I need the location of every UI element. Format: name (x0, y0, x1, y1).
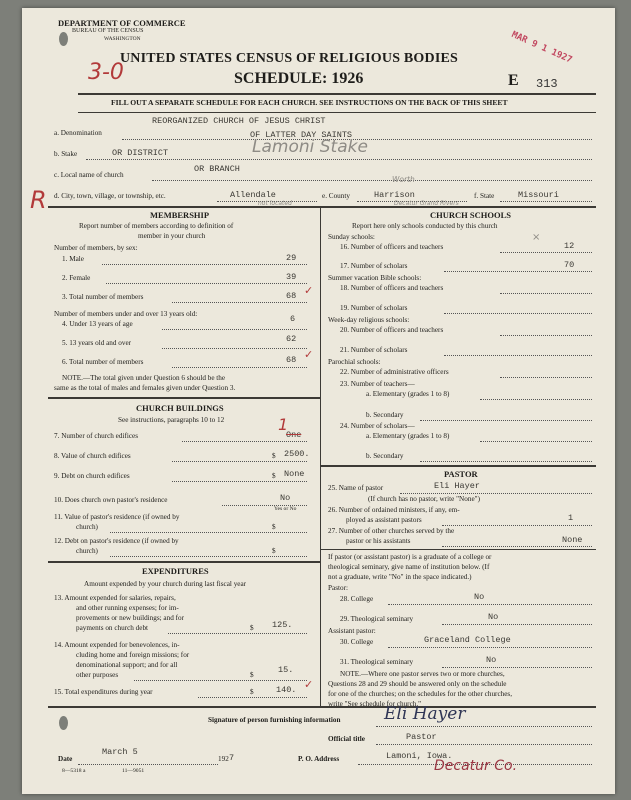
rule (78, 112, 596, 113)
denomination-value-2: OF LATTER DAY SAINTS (250, 130, 353, 140)
date-label: Date (58, 755, 73, 763)
q30-value: Graceland College (424, 635, 511, 645)
punch-hole (59, 32, 68, 46)
form-title: UNITED STATES CENSUS OF RELIGIOUS BODIES (120, 51, 459, 66)
q18-label: 18. Number of officers and teachers (340, 284, 444, 292)
q14-label-2: cluding home and foreign missions; for (76, 651, 190, 659)
dollar-sign: $ (272, 472, 276, 480)
rule (320, 549, 596, 550)
q2-value: 39 (286, 272, 297, 282)
county-note-2: Decatur Grand Rivers (394, 200, 459, 207)
fill-line (480, 441, 592, 442)
q1-label: 1. Male (62, 255, 84, 263)
date-value: March 5 (102, 747, 138, 757)
q20-label: 20. Number of officers and teachers (340, 326, 444, 334)
q12-label: 12. Debt on pastor's residence (if owned by (54, 537, 179, 545)
q14-label-4: other purposes (76, 671, 119, 679)
punch-hole (59, 716, 68, 730)
fill-line (172, 461, 307, 462)
pastor-note-2: Questions 28 and 29 should be answered only on the schedule (328, 680, 507, 688)
pastor-note: NOTE.—Where one pastor serves two or more churches, (340, 670, 505, 678)
pencil-tick: × (532, 232, 541, 243)
q7-label: 7. Number of church edifices (54, 432, 139, 440)
q9-label: 9. Debt on church edifices (54, 472, 130, 480)
dollar-sign: $ (250, 688, 254, 696)
rule (48, 561, 320, 563)
q4-label: 4. Under 13 years of age (62, 320, 133, 328)
fill-line (442, 667, 592, 668)
fill-line (500, 377, 592, 378)
census-schedule-sheet (22, 8, 615, 794)
official-title-label: Official title (328, 735, 365, 743)
church-name-label: c. Local name of church (54, 171, 124, 179)
column-divider (320, 206, 321, 706)
form-number: 8—5318 a (62, 768, 86, 774)
fill-line (500, 201, 592, 202)
q15-label: 15. Total expenditures during year (54, 688, 153, 696)
fill-line (480, 399, 592, 400)
church-name-value: OR BRANCH (194, 164, 240, 174)
q17-label: 17. Number of scholars (340, 262, 408, 270)
county-pencil-note: Decatur Co. (434, 758, 518, 774)
q21-label: 21. Number of scholars (340, 346, 408, 354)
signature-label: Signature of person furnishing information (208, 716, 341, 724)
q28-label: 28. College (340, 595, 374, 603)
q29-label: 29. Theological seminary (340, 615, 414, 623)
fill-line (198, 697, 307, 698)
state-label: f. State (474, 192, 495, 200)
q17-value: 70 (564, 260, 575, 270)
q15-value: 140. (276, 685, 297, 695)
buildings-intro: See instructions, paragraphs 10 to 12 (118, 416, 225, 424)
schedule-number: 313 (536, 77, 558, 91)
fill-line (500, 293, 592, 294)
q24b-label: b. Secondary (366, 452, 404, 460)
q29-value: No (488, 612, 499, 622)
q8-label: 8. Value of church edifices (54, 452, 131, 460)
q13-label: 13. Amount expended for salaries, repairs, (54, 594, 176, 602)
county-label: e. County (322, 192, 350, 200)
fill-line (168, 633, 307, 634)
q10-value: No (280, 493, 291, 503)
fill-line (388, 647, 592, 648)
fill-line (162, 348, 307, 349)
membership-note-2: same as the total of males and females given under Question 3. (54, 384, 236, 392)
q23-label: 23. Number of teachers— (340, 380, 415, 388)
summer-heading: Summer vacation Bible schools: (328, 274, 422, 282)
fill-line (172, 302, 307, 303)
pastor-name-value: Eli Hayer (434, 481, 480, 491)
form-number-2: 11—9051 (122, 768, 145, 774)
q26-value: 1 (568, 513, 574, 523)
q24a-label: a. Elementary (grades 1 to 8) (366, 432, 450, 440)
q27-label-2: pastor or his assistants (346, 537, 411, 545)
q10-label: 10. Does church own pastor's residence (54, 496, 168, 504)
q2-label: 2. Female (62, 274, 91, 282)
q1-value: 29 (286, 253, 297, 263)
rule (48, 206, 596, 208)
q16-value: 12 (564, 241, 575, 251)
fill-line (86, 159, 592, 160)
fill-line (172, 481, 307, 482)
q3-value: 68 (286, 291, 297, 301)
year-digit: 7 (229, 753, 235, 763)
fill-line (388, 604, 592, 605)
q27-value: None (562, 535, 583, 545)
q28-value: No (474, 592, 485, 602)
county-note: Worth (392, 175, 415, 184)
stake-label: b. Stake (54, 150, 78, 158)
city-note: not located (258, 200, 292, 207)
q7-value: One (286, 430, 302, 440)
rule (48, 706, 596, 708)
q9-value: None (284, 469, 305, 479)
fill-line (500, 335, 592, 336)
q13-label-2: and other running expenses; for im- (76, 604, 179, 612)
schools-title: CHURCH SCHOOLS (430, 210, 511, 220)
yes-or-no-hint: Yes or No (274, 506, 297, 512)
membership-title: MEMBERSHIP (150, 210, 210, 220)
fill-line (376, 726, 592, 727)
po-address-value: Lamoni, Iowa. (386, 751, 453, 761)
q19-label: 19. Number of scholars (340, 304, 408, 312)
q25-label: 25. Name of pastor (328, 484, 384, 492)
schedule-letter: E (508, 72, 519, 89)
q23a-label: a. Elementary (grades 1 to 8) (366, 390, 450, 398)
fill-line (110, 556, 307, 557)
bureau-heading: BUREAU OF THE CENSUS (72, 28, 144, 34)
dollar-sign: $ (272, 523, 276, 531)
parochial-heading: Parochial schools: (328, 358, 381, 366)
fill-line (420, 461, 592, 462)
dollar-sign: $ (272, 547, 276, 555)
county-value: Harrison (374, 190, 415, 200)
q26-label: 26. Number of ordained ministers, if any, em- (328, 506, 460, 514)
year-prefix: 192 (218, 755, 229, 763)
signature-value: Eli Hayer (384, 704, 466, 724)
q14-label-3: denominational support; and for all (76, 661, 178, 669)
denomination-value: REORGANIZED CHURCH OF JESUS CHRIST (152, 116, 326, 126)
expenditures-intro: Amount expended by your church during last fiscal year (84, 580, 247, 588)
membership-note: NOTE.—The total given under Question 6 should be the (62, 374, 226, 382)
stake-value: OR DISTRICT (112, 148, 169, 158)
fill-line (444, 313, 592, 314)
checkmark: ✓ (304, 348, 314, 361)
weekday-heading: Week-day religious schools: (328, 316, 410, 324)
pastor-subheading: Pastor: (328, 584, 348, 592)
q5-label: 5. 13 years old and over (62, 339, 132, 347)
q13-label-3: provements or new buildings; and for (76, 614, 184, 622)
graduate-instruction-3: not a graduate, write "No" in the space indicated.) (328, 573, 472, 581)
official-title-value: Pastor (406, 732, 437, 742)
q6-value: 68 (286, 355, 297, 365)
pastor-title: PASTOR (444, 469, 478, 479)
q3-label: 3. Total number of members (62, 293, 144, 301)
rule (48, 397, 320, 399)
q14-value: 15. (278, 665, 294, 675)
department-heading: DEPARTMENT OF COMMERCE (58, 18, 186, 28)
po-address-label: P. O. Address (298, 755, 340, 763)
fill-line (376, 744, 592, 745)
q30-label: 30. College (340, 638, 374, 646)
q13-label-4: payments on church debt (76, 624, 149, 632)
fill-line (420, 420, 592, 421)
margin-r-mark: R (30, 186, 47, 214)
pastor-note-4: write "See schedule for church." (328, 700, 422, 708)
q22-label: 22. Number of administrative officers (340, 368, 449, 376)
q7-handwritten: 1 (278, 415, 289, 434)
q27-label: 27. Number of other churches served by the (328, 527, 455, 535)
rule (320, 465, 596, 467)
q14-label: 14. Amount expended for benevolences, in- (54, 641, 180, 649)
fill-line (400, 493, 592, 494)
expenditures-title: EXPENDITURES (142, 566, 209, 576)
state-value: Missouri (518, 190, 559, 200)
q12-label-2: church) (76, 547, 98, 555)
q5-value: 62 (286, 334, 297, 344)
graduate-instruction: If pastor (or assistant pastor) is a graduate of a college or (328, 553, 492, 561)
fill-line (444, 355, 592, 356)
fill-line (442, 546, 592, 547)
fill-line (182, 441, 307, 442)
q11-label: 11. Value of pastor's residence (if owned by (54, 513, 180, 521)
city-label: d. City, town, village, or township, etc. (54, 192, 166, 200)
q13-value: 125. (272, 620, 293, 630)
fill-line (102, 264, 307, 265)
dollar-sign: $ (250, 624, 254, 632)
fill-line (134, 680, 307, 681)
q23b-label: b. Secondary (366, 411, 404, 419)
assistant-subheading: Assistant pastor: (328, 627, 376, 635)
pastor-note-3: for one of the churches; on the schedules for the other churches, (328, 690, 513, 698)
fill-line (78, 764, 218, 765)
red-number-mark: 3-0 (88, 60, 124, 85)
membership-intro-2: member in your church (138, 232, 206, 240)
q4-value: 6 (290, 314, 296, 324)
no-pastor-hint: (If church has no pastor, write "None") (368, 495, 480, 503)
fill-line (106, 283, 307, 284)
checkmark: ✓ (304, 284, 314, 297)
fill-line (444, 271, 592, 272)
membership-intro: Report number of members according to definition of (79, 222, 234, 230)
stake-handwriting: Lamoni Stake (252, 137, 368, 157)
sex-heading: Number of members, by sex: (54, 244, 138, 252)
instruction-line: FILL OUT A SEPARATE SCHEDULE FOR EACH CHURCH. SEE INSTRUCTIONS ON THE BACK OF THIS SHEET (111, 98, 508, 107)
q16-label: 16. Number of officers and teachers (340, 243, 444, 251)
fill-line (172, 367, 307, 368)
schools-intro: Report here only schools conducted by this church (352, 222, 498, 230)
denomination-label: a. Denomination (54, 129, 102, 137)
fill-line (442, 624, 592, 625)
sunday-heading: Sunday schools: (328, 233, 375, 241)
q11-label-2: church) (76, 523, 98, 531)
dollar-sign: $ (272, 452, 276, 460)
fill-line (162, 329, 307, 330)
age-heading: Number of members under and over 13 years old: (54, 310, 198, 318)
city-value: Allendale (230, 190, 276, 200)
fill-line (152, 180, 592, 181)
q6-label: 6. Total number of members (62, 358, 144, 366)
fill-line (110, 532, 307, 533)
dollar-sign: $ (250, 671, 254, 679)
city-heading: WASHINGTON (104, 36, 141, 42)
q26-label-2: ployed as assistant pastors (346, 516, 422, 524)
buildings-title: CHURCH BUILDINGS (136, 403, 224, 413)
q8-value: 2500. (284, 449, 310, 459)
fill-line (500, 252, 592, 253)
graduate-instruction-2: theological seminary, give name of institution below. (If (328, 563, 490, 571)
q24-label: 24. Number of scholars— (340, 422, 415, 430)
fill-line (442, 525, 592, 526)
q31-value: No (486, 655, 497, 665)
schedule-title: SCHEDULE: 1926 (234, 70, 364, 87)
checkmark: ✓ (304, 678, 314, 691)
rule (78, 93, 596, 95)
received-date-stamp: MAR 9 1 1927 (509, 30, 574, 66)
q31-label: 31. Theological seminary (340, 658, 414, 666)
